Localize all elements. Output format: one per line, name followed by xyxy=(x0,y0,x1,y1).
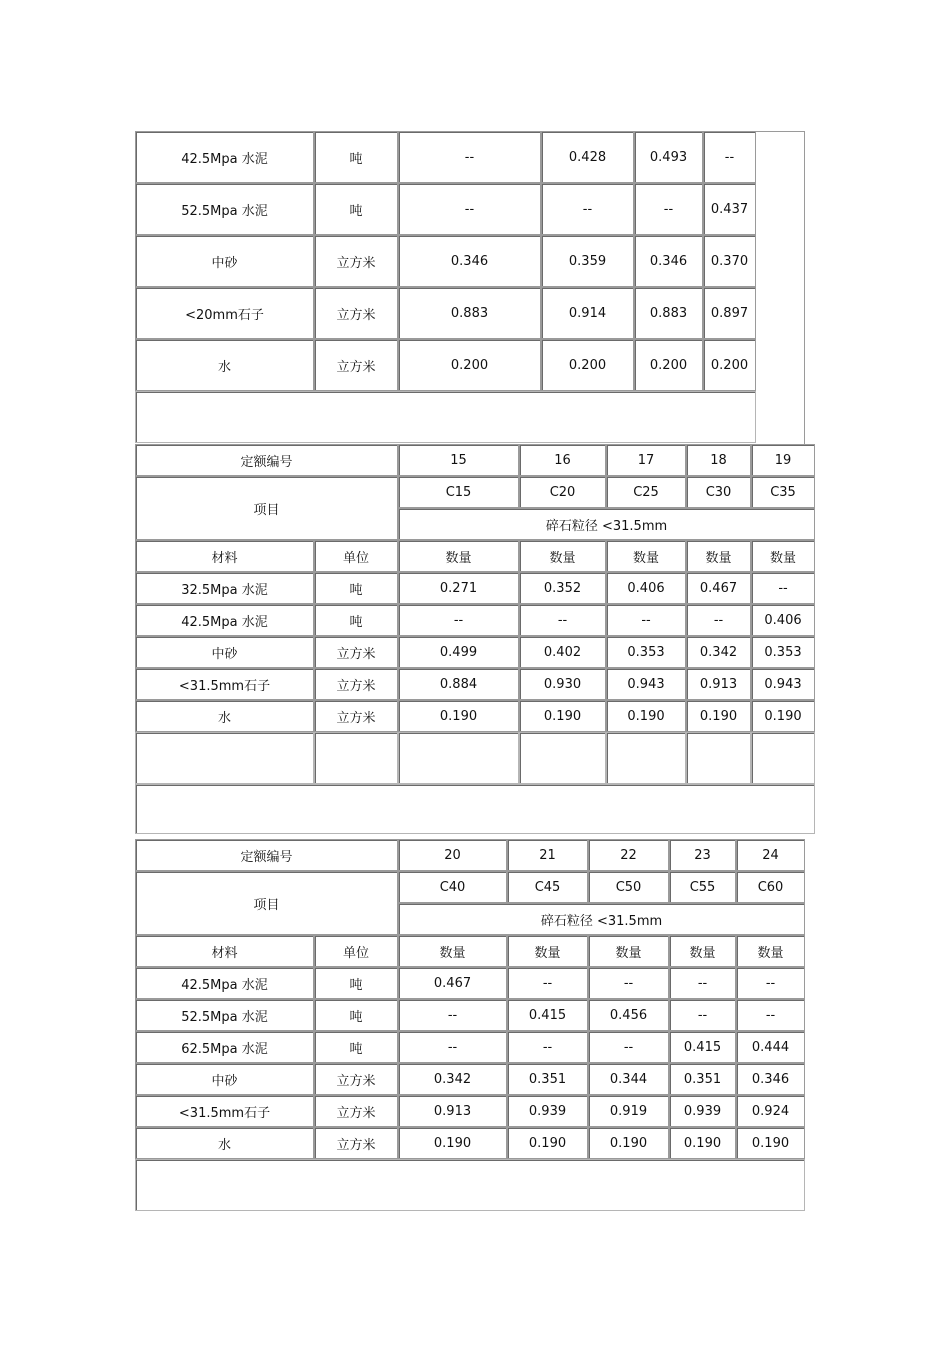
material-cell: 水 xyxy=(135,700,314,732)
value-cell: 0.444 xyxy=(736,1031,805,1063)
unit-cell: 立方米 xyxy=(314,668,398,700)
unit-cell: 立方米 xyxy=(314,1127,398,1159)
value-cell: 0.914 xyxy=(541,287,634,339)
table-row xyxy=(135,1031,805,1063)
mix-table-part1 xyxy=(135,131,756,443)
column-header-row xyxy=(135,540,815,572)
value-cell: 0.342 xyxy=(398,1063,507,1095)
table-row xyxy=(135,339,756,391)
quantity-header: 数量 xyxy=(606,540,686,572)
unit-cell: 吨 xyxy=(314,999,398,1031)
material-header: 材料 xyxy=(135,540,314,572)
quota-number: 23 xyxy=(669,839,736,871)
value-cell: 0.456 xyxy=(588,999,669,1031)
quantity-header: 数量 xyxy=(398,935,507,967)
unit-cell: 吨 xyxy=(314,604,398,636)
grade-cell: C45 xyxy=(507,871,588,903)
value-cell: 0.359 xyxy=(541,235,634,287)
value-cell: -- xyxy=(703,131,756,183)
value-cell: -- xyxy=(398,183,541,235)
table-row xyxy=(135,668,815,700)
item-label: 项目 xyxy=(135,476,398,540)
table-side-strip xyxy=(756,131,805,445)
quantity-header: 数量 xyxy=(669,935,736,967)
value-cell: 0.370 xyxy=(703,235,756,287)
mix-table-part3 xyxy=(135,839,805,1211)
table-row xyxy=(135,235,756,287)
quota-row xyxy=(135,839,805,871)
aggregate-size: 碎石粒径 <31.5mm xyxy=(398,508,815,540)
value-cell: 0.342 xyxy=(686,636,751,668)
unit-header: 单位 xyxy=(314,935,398,967)
grade-row xyxy=(135,476,815,508)
empty-cell xyxy=(606,732,686,784)
value-cell: 0.352 xyxy=(519,572,606,604)
unit-cell: 吨 xyxy=(314,183,398,235)
empty-cell xyxy=(519,732,606,784)
unit-cell: 立方米 xyxy=(314,235,398,287)
grade-cell: C15 xyxy=(398,476,519,508)
table-row xyxy=(135,604,815,636)
column-header-row xyxy=(135,935,805,967)
table-row xyxy=(135,1095,805,1127)
table-row xyxy=(135,1063,805,1095)
value-cell: -- xyxy=(398,604,519,636)
empty-cell xyxy=(686,732,751,784)
material-cell: 52.5Mpa 水泥 xyxy=(135,999,314,1031)
unit-cell: 立方米 xyxy=(314,287,398,339)
value-cell: 0.402 xyxy=(519,636,606,668)
grade-cell: C60 xyxy=(736,871,805,903)
table-row xyxy=(135,967,805,999)
value-cell: 0.913 xyxy=(686,668,751,700)
item-label: 项目 xyxy=(135,871,398,935)
material-cell: 42.5Mpa 水泥 xyxy=(135,131,314,183)
value-cell: 0.200 xyxy=(398,339,541,391)
table-row xyxy=(135,183,756,235)
value-cell: 0.190 xyxy=(507,1127,588,1159)
table-row-empty xyxy=(135,732,815,784)
value-cell: 0.939 xyxy=(669,1095,736,1127)
empty-cell xyxy=(751,732,815,784)
quota-label: 定额编号 xyxy=(135,839,398,871)
value-cell: 0.351 xyxy=(507,1063,588,1095)
value-cell: 0.200 xyxy=(703,339,756,391)
value-cell: -- xyxy=(398,999,507,1031)
empty-cell xyxy=(135,391,756,443)
value-cell: -- xyxy=(634,183,703,235)
value-cell: 0.353 xyxy=(751,636,815,668)
quantity-header: 数量 xyxy=(751,540,815,572)
value-cell: 0.351 xyxy=(669,1063,736,1095)
aggregate-size: 碎石粒径 <31.5mm xyxy=(398,903,805,935)
table-row xyxy=(135,636,815,668)
value-cell: 0.190 xyxy=(606,700,686,732)
material-cell: <31.5mm石子 xyxy=(135,668,314,700)
quota-number: 16 xyxy=(519,444,606,476)
value-cell: 0.437 xyxy=(703,183,756,235)
value-cell: 0.406 xyxy=(606,572,686,604)
quantity-header: 数量 xyxy=(588,935,669,967)
table-row xyxy=(135,287,756,339)
value-cell: -- xyxy=(507,967,588,999)
material-cell: 62.5Mpa 水泥 xyxy=(135,1031,314,1063)
value-cell: 0.406 xyxy=(751,604,815,636)
value-cell: 0.897 xyxy=(703,287,756,339)
mix-table-part2 xyxy=(135,444,815,834)
value-cell: 0.467 xyxy=(686,572,751,604)
value-cell: 0.943 xyxy=(751,668,815,700)
value-cell: -- xyxy=(751,572,815,604)
material-cell: 42.5Mpa 水泥 xyxy=(135,604,314,636)
value-cell: -- xyxy=(606,604,686,636)
quota-number: 15 xyxy=(398,444,519,476)
value-cell: 0.428 xyxy=(541,131,634,183)
value-cell: 0.467 xyxy=(398,967,507,999)
value-cell: -- xyxy=(588,967,669,999)
value-cell: 0.884 xyxy=(398,668,519,700)
value-cell: 0.190 xyxy=(398,1127,507,1159)
value-cell: 0.930 xyxy=(519,668,606,700)
value-cell: 0.883 xyxy=(634,287,703,339)
grade-cell: C55 xyxy=(669,871,736,903)
value-cell: 0.346 xyxy=(398,235,541,287)
empty-cell xyxy=(135,784,815,834)
value-cell: 0.415 xyxy=(669,1031,736,1063)
table-row xyxy=(135,131,756,183)
material-cell: <31.5mm石子 xyxy=(135,1095,314,1127)
grade-row xyxy=(135,871,805,903)
value-cell: 0.190 xyxy=(736,1127,805,1159)
grade-cell: C20 xyxy=(519,476,606,508)
table-row-empty xyxy=(135,391,756,443)
material-header: 材料 xyxy=(135,935,314,967)
unit-cell: 立方米 xyxy=(314,339,398,391)
unit-cell: 立方米 xyxy=(314,1095,398,1127)
value-cell: 0.344 xyxy=(588,1063,669,1095)
material-cell: 中砂 xyxy=(135,1063,314,1095)
value-cell: 0.499 xyxy=(398,636,519,668)
material-cell: <20mm石子 xyxy=(135,287,314,339)
value-cell: -- xyxy=(736,967,805,999)
empty-cell xyxy=(314,732,398,784)
value-cell: 0.493 xyxy=(634,131,703,183)
quota-number: 19 xyxy=(751,444,815,476)
unit-cell: 吨 xyxy=(314,131,398,183)
table-row-empty xyxy=(135,784,815,834)
value-cell: 0.924 xyxy=(736,1095,805,1127)
table-row xyxy=(135,700,815,732)
material-cell: 中砂 xyxy=(135,235,314,287)
value-cell: 0.190 xyxy=(686,700,751,732)
material-cell: 水 xyxy=(135,339,314,391)
value-cell: 0.190 xyxy=(519,700,606,732)
value-cell: 0.353 xyxy=(606,636,686,668)
quota-number: 20 xyxy=(398,839,507,871)
quantity-header: 数量 xyxy=(736,935,805,967)
value-cell: 0.190 xyxy=(669,1127,736,1159)
empty-cell xyxy=(135,732,314,784)
unit-cell: 立方米 xyxy=(314,700,398,732)
quota-number: 21 xyxy=(507,839,588,871)
value-cell: -- xyxy=(736,999,805,1031)
material-cell: 52.5Mpa 水泥 xyxy=(135,183,314,235)
material-cell: 水 xyxy=(135,1127,314,1159)
value-cell: -- xyxy=(669,967,736,999)
value-cell: 0.200 xyxy=(634,339,703,391)
value-cell: 0.883 xyxy=(398,287,541,339)
quota-number: 24 xyxy=(736,839,805,871)
value-cell: 0.913 xyxy=(398,1095,507,1127)
value-cell: -- xyxy=(398,131,541,183)
material-cell: 42.5Mpa 水泥 xyxy=(135,967,314,999)
value-cell: 0.939 xyxy=(507,1095,588,1127)
quantity-header: 数量 xyxy=(686,540,751,572)
quantity-header: 数量 xyxy=(398,540,519,572)
grade-cell: C35 xyxy=(751,476,815,508)
grade-cell: C40 xyxy=(398,871,507,903)
quota-row xyxy=(135,444,815,476)
quota-label: 定额编号 xyxy=(135,444,398,476)
value-cell: -- xyxy=(686,604,751,636)
value-cell: 0.190 xyxy=(588,1127,669,1159)
grade-cell: C30 xyxy=(686,476,751,508)
table-row-empty xyxy=(135,1159,805,1211)
quota-number: 17 xyxy=(606,444,686,476)
unit-header: 单位 xyxy=(314,540,398,572)
unit-cell: 吨 xyxy=(314,572,398,604)
table-row xyxy=(135,1127,805,1159)
value-cell: -- xyxy=(669,999,736,1031)
value-cell: -- xyxy=(541,183,634,235)
value-cell: -- xyxy=(588,1031,669,1063)
value-cell: 0.919 xyxy=(588,1095,669,1127)
unit-cell: 吨 xyxy=(314,1031,398,1063)
unit-cell: 立方米 xyxy=(314,1063,398,1095)
table-row xyxy=(135,572,815,604)
grade-cell: C25 xyxy=(606,476,686,508)
value-cell: 0.346 xyxy=(634,235,703,287)
grade-cell: C50 xyxy=(588,871,669,903)
value-cell: 0.346 xyxy=(736,1063,805,1095)
value-cell: 0.415 xyxy=(507,999,588,1031)
material-cell: 中砂 xyxy=(135,636,314,668)
value-cell: 0.200 xyxy=(541,339,634,391)
value-cell: 0.190 xyxy=(751,700,815,732)
table-row xyxy=(135,999,805,1031)
value-cell: -- xyxy=(398,1031,507,1063)
quantity-header: 数量 xyxy=(519,540,606,572)
quota-number: 18 xyxy=(686,444,751,476)
empty-cell xyxy=(398,732,519,784)
unit-cell: 立方米 xyxy=(314,636,398,668)
quantity-header: 数量 xyxy=(507,935,588,967)
value-cell: -- xyxy=(507,1031,588,1063)
value-cell: 0.943 xyxy=(606,668,686,700)
unit-cell: 吨 xyxy=(314,967,398,999)
quota-number: 22 xyxy=(588,839,669,871)
material-cell: 32.5Mpa 水泥 xyxy=(135,572,314,604)
empty-cell xyxy=(135,1159,805,1211)
value-cell: 0.271 xyxy=(398,572,519,604)
value-cell: -- xyxy=(519,604,606,636)
value-cell: 0.190 xyxy=(398,700,519,732)
